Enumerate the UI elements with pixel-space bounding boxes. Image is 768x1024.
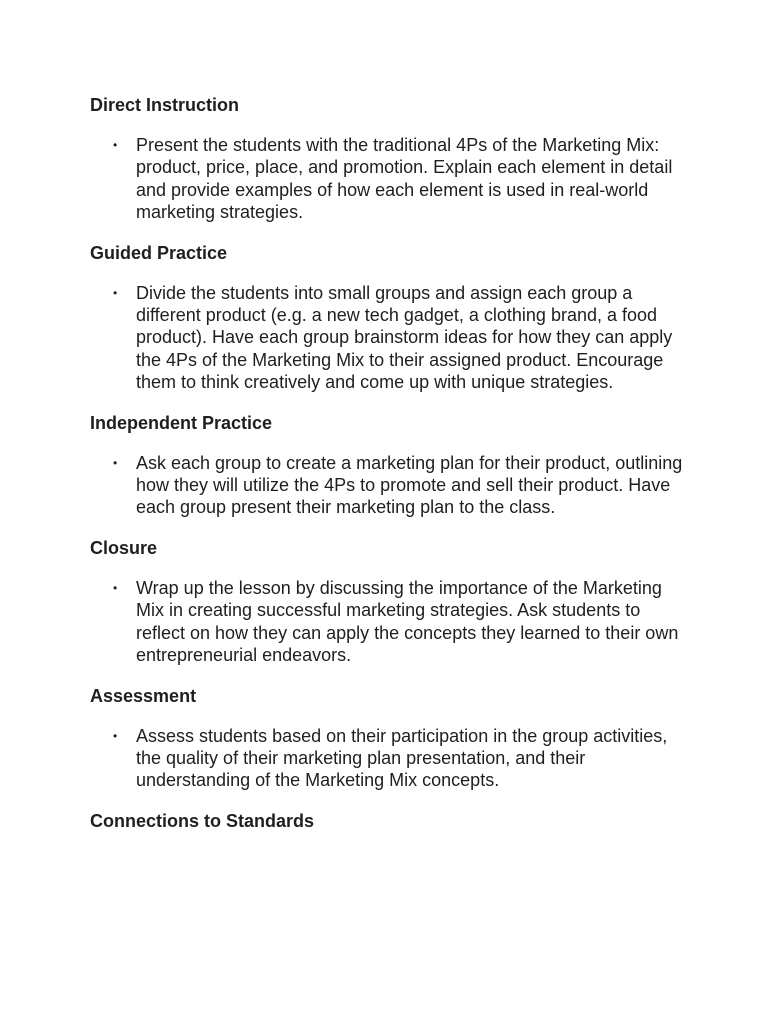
bullet-item	[90, 577, 690, 667]
section-heading: Direct Instruction	[90, 95, 240, 115]
bullet-icon: •	[113, 580, 118, 595]
bullet-item	[90, 134, 690, 224]
section-heading: Independent Practice	[90, 412, 273, 433]
bullet-item	[90, 282, 690, 394]
section-heading: Assessment	[90, 685, 197, 706]
bullet-icon: •	[113, 728, 118, 743]
bullet-text: Present the students with the traditional 4Ps of the Marketing Mix: product, price, place, and promotion. Explain each element in detail and provide examples of how each element is used in real-world marketing strategies.	[136, 135, 673, 223]
bullet-icon: •	[113, 285, 118, 300]
bullet-icon: •	[113, 138, 118, 152]
bullet-text: Wrap up the lesson by discussing the importance of the Marketing Mix in creating successful marketing strategies. Ask students to reflect on how they can apply the concepts they learned to their own entrepreneurial endeavors.	[136, 577, 679, 666]
section-heading: Connections to Standards	[90, 810, 315, 831]
bullet-list	[90, 282, 690, 394]
bullet-text: Divide the students into small groups and assign each group a different product (e.g. a new tech gadget, a clothing brand, a food product). Have each group brainstorm ideas for how they can apply the 4Ps of the Marketing Mix to their assigned product. Encourage them to think creatively and come up with unique strategies.	[136, 282, 673, 393]
bullet-icon: •	[113, 455, 118, 470]
section-independent-practice	[90, 412, 690, 519]
bullet-list	[90, 452, 690, 519]
bullet-list	[90, 134, 690, 224]
section-heading: Guided Practice	[90, 242, 228, 263]
section-direct-instruction	[90, 94, 690, 224]
bullet-item	[90, 725, 690, 792]
bullet-list	[90, 577, 690, 667]
bullet-text: Assess students based on their participation in the group activities, the quality of their marketing plan presentation, and their understanding of the Marketing Mix concepts.	[136, 725, 668, 791]
bullet-item	[90, 452, 690, 519]
bullet-text: Ask each group to create a marketing plan for their product, outlining how they will utilize the 4Ps to promote and sell their product. Have each group present their marketing plan to the class.	[136, 452, 683, 518]
section-guided-practice	[90, 242, 690, 394]
bullet-list	[90, 725, 690, 792]
section-assessment	[90, 685, 690, 792]
document-page	[90, 94, 690, 850]
section-closure	[90, 537, 690, 667]
section-heading: Closure	[90, 537, 158, 558]
section-connections-to-standards	[90, 810, 690, 832]
